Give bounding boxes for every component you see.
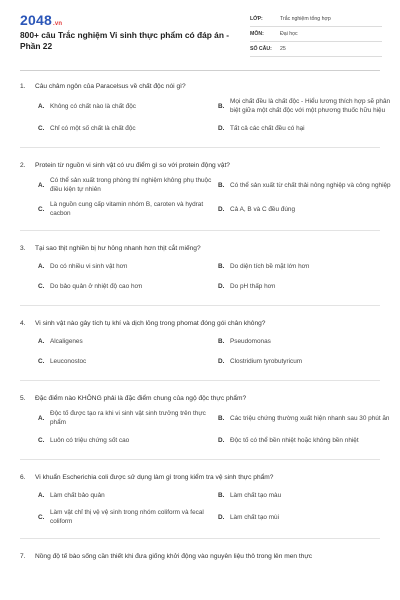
question-divider [20,305,380,306]
answer-option[interactable] [218,334,392,348]
answer-option[interactable] [218,200,392,218]
question-divider [20,380,380,381]
answer-options [20,176,391,218]
question-number: 4. [20,320,26,327]
question-text: Nồng độ tế bào sống cần thiết khi đưa giống khởi động vào nguyên liệu thô trong lên men thực [35,553,313,560]
option-letter: A. [38,181,45,189]
question-number: 6. [20,474,26,481]
meta-row-count [250,42,382,57]
question-item [20,473,380,539]
question-item [20,244,380,306]
question-divider [20,459,380,460]
option-text: Là nguồn cung cấp vitamin nhóm B, caroten và hydrat cacbon [50,201,204,217]
question-text-row [20,473,380,482]
question-text-row [20,82,380,91]
question-item [20,552,380,561]
meta-info-table [250,12,382,57]
answer-option[interactable] [38,488,212,502]
option-letter: D. [218,513,225,521]
option-text: Do có nhiều vi sinh vật hơn [50,262,128,270]
option-text: Làm vật chỉ thị vệ vệ sinh trong nhóm coliform và fecal coliform [50,509,204,525]
option-text: Alcaligenes [50,337,83,345]
option-text: Không có chất nào là chất độc [50,102,136,110]
question-text-row [20,319,380,328]
option-text: Leuconostoc [50,357,87,365]
option-text: Có thể sản xuất từ chất thải nông nghiệp và công nghiệp [230,181,391,189]
option-letter: C. [38,436,45,444]
logo-text: 2048 [20,12,52,28]
question-text-row [20,161,380,170]
answer-option[interactable] [38,121,212,135]
answer-option[interactable] [218,508,392,526]
option-letter: B. [218,414,225,422]
option-text: Độc tố có thể bền nhiệt hoặc không bền nhiệt [230,436,359,444]
option-letter: B. [218,102,225,110]
option-text: Các triệu chứng thường xuất hiện nhanh sau 30 phút ăn [230,414,390,422]
option-text: Pseudomonas [230,337,271,345]
option-text: Do diện tích bề mặt lớn hơn [230,262,310,270]
option-letter: D. [218,205,225,213]
question-text: Vi sinh vật nào gây tích tụ khí và dịch lỏng trong phomat đóng gói chân không? [35,320,266,327]
option-text: Chỉ có một số chất là chất độc [50,124,136,132]
answer-option[interactable] [38,200,212,218]
answer-option[interactable] [218,354,392,368]
answer-option[interactable] [38,354,212,368]
option-text: Tất cả các chất đều có hại [230,124,305,132]
option-letter: D. [218,357,225,365]
option-letter: C. [38,205,45,213]
option-letter: D. [218,282,225,290]
question-item [20,319,380,381]
option-text: Làm chất tạo màu [230,491,282,499]
question-number: 1. [20,83,26,90]
option-text: Luôn có triệu chứng sốt cao [50,436,130,444]
meta-value: 25 [280,46,286,52]
answer-option[interactable] [38,334,212,348]
answer-option[interactable] [38,259,212,273]
question-number: 3. [20,245,26,252]
question-text-row [20,552,380,561]
option-letter: A. [38,414,45,422]
meta-label: LỚP: [250,16,263,22]
meta-row-class [250,12,382,27]
meta-value: Đại học [280,31,298,37]
meta-label: SỐ CÂU: [250,46,272,52]
option-letter: B. [218,491,225,499]
option-letter: A. [38,102,45,110]
header-divider [20,70,380,71]
question-text: Câu châm ngôn của Paracelsus về chất độc nói gì? [35,83,186,90]
question-item [20,394,390,460]
question-item [20,161,391,231]
option-text: Do pH thấp hơn [230,282,276,290]
question-divider [20,230,380,231]
answer-option[interactable] [218,97,392,115]
question-divider [20,538,380,539]
question-text: Đặc điểm nào KHÔNG phải là đặc điểm chung của ngộ độc thực phẩm? [35,395,247,402]
option-letter: C. [38,282,45,290]
answer-option[interactable] [38,97,212,115]
answer-option[interactable] [38,279,212,293]
question-number: 5. [20,395,26,402]
answer-option[interactable] [218,488,392,502]
meta-label: MÔN: [250,31,264,37]
option-text: Cả A, B và C đều đúng [230,205,296,213]
answer-options [20,409,390,447]
site-logo[interactable] [20,12,62,28]
option-letter: C. [38,124,45,132]
option-letter: C. [38,357,45,365]
answer-option[interactable] [38,176,212,194]
answer-options [20,488,380,526]
question-text-row [20,394,380,403]
option-letter: A. [38,491,45,499]
option-letter: D. [218,436,225,444]
option-letter: A. [38,262,45,270]
answer-option[interactable] [218,409,392,427]
question-text: Protein từ nguồn vi sinh vật có ưu điểm gì so với protein động vật? [35,162,230,169]
answer-option[interactable] [218,279,392,293]
meta-row-subject [250,27,382,42]
question-text: Vi khuẩn Escherichia coli được sử dụng làm gì trong kiểm tra vệ sinh thực phẩm? [35,474,274,481]
answer-options [20,259,380,293]
option-letter: A. [38,337,45,345]
answer-option[interactable] [218,433,392,447]
option-text: Mọi chất đều là chất độc - Hiểu lương thích hợp sẽ phân biệt giữa một chất độc với một phương thuốc hữu hiệu [230,98,391,114]
option-text: Có thể sản xuất trong phòng thí nghiệm không phụ thuộc điều kiện tự nhiên [50,177,212,193]
answer-options [20,334,380,368]
answer-option[interactable] [218,121,392,135]
question-divider [20,147,380,148]
option-letter: D. [218,124,225,132]
option-text: Clostridium tyrobutyricum [230,357,303,365]
option-text: Làm chất bảo quản [50,491,105,499]
option-text: Độc tố được tạo ra khi vi sinh vật sinh trưởng trên thực phẩm [50,410,206,426]
option-letter: B. [218,337,225,345]
document-title: 800+ câu Trắc nghiệm Vi sinh thực phẩm có đáp án - Phần 22 [20,30,230,51]
option-letter: B. [218,262,225,270]
option-letter: B. [218,181,225,189]
question-number: 2. [20,162,26,169]
page-header [0,0,400,62]
option-letter: C. [38,513,45,521]
question-number: 7. [20,553,26,560]
answer-option[interactable] [38,508,212,526]
meta-value: Trắc nghiệm tổng hợp [280,16,331,22]
question-list [20,82,391,574]
answer-option[interactable] [218,176,392,194]
logo-suffix: .vn [52,21,63,27]
question-text: Tại sao thịt nghiền bị hư hỏng nhanh hơn thịt cắt miếng? [35,245,201,252]
answer-option[interactable] [38,433,212,447]
answer-options [20,97,391,135]
answer-option[interactable] [38,409,212,427]
answer-option[interactable] [218,259,392,273]
question-item [20,82,391,148]
option-text: Làm chất tạo mùi [230,513,280,521]
question-text-row [20,244,380,253]
option-text: Do bảo quản ở nhiệt độ cao hơn [50,282,143,290]
